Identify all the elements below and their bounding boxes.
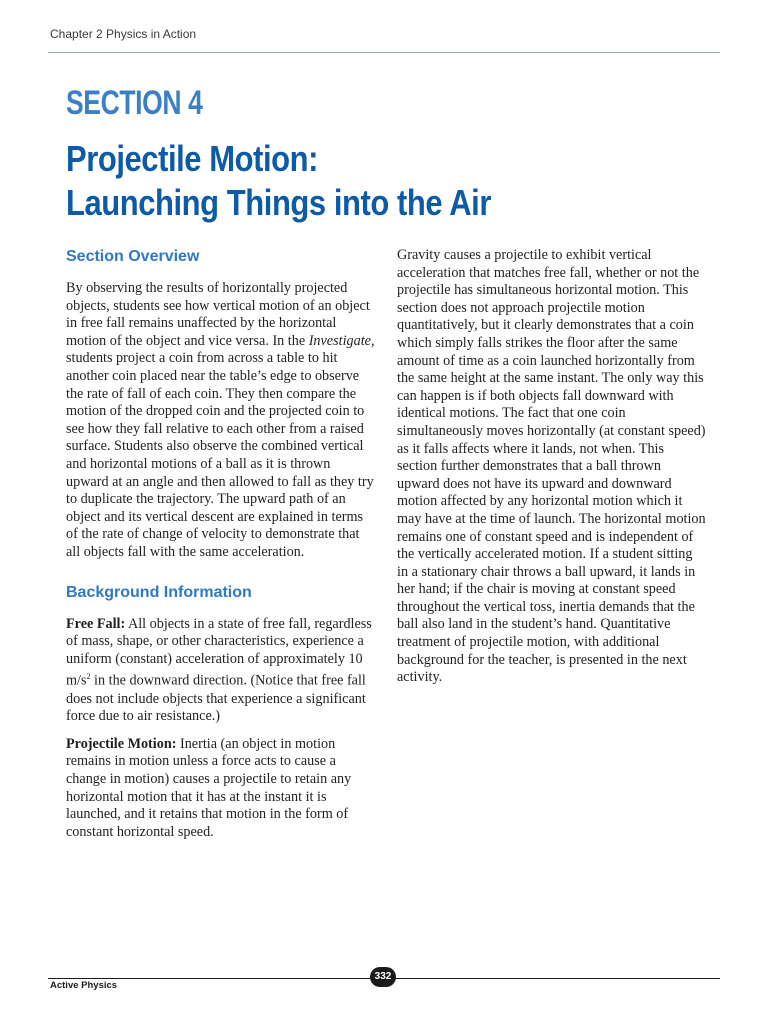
overview-text-rest: , students project a coin from across a table to hit another coin placed near the table’s edge to observe the rate of fall of each coin. They then compare the motion of the dropped coin and the projected coin to see how they fall relative to each other from a raised surface. Students also observe the combined vertical and horizontal motions of a ball as it is thrown upward at an angle and then allowed to fall as they try to duplicate the trajectory. The upward path of an object and its vertical descent are explained in terms of the rate of change of velocity to demonstrate that all objects fall with the same acceleration. [66,332,375,560]
free-fall-text-b: in the downward direction. (Notice that free fall does not include objects that experience a significant force due to air resistance.) [66,673,366,725]
free-fall-text-a: All objects in a state of free fall, regardless of mass, shape, or other characteristics, experience a uniform (constant) acceleration of approximately 10 m/s [66,615,372,690]
overview-text-start: By observing the results of horizontally projected objects, students see how vertical motion of an object in free fall remains unaffected by the horizontal motion of the object and vice versa. In the [66,280,370,349]
investigate-term: Investigate [308,332,371,349]
section-overview-paragraph [66,280,376,562]
section-label: SECTION 4 [66,84,203,122]
footer-book-title: Active Physics [50,980,118,991]
free-fall-term: Free Fall: [66,615,126,632]
section-overview-heading: Section Overview [66,248,200,265]
projectile-motion-text: Inertia (an object in motion remains in motion unless a force acts to cause a change in motion) causes a projectile to retain any horizontal motion that it has at the instant it is launched, and it retains that motion in the form of constant horizontal speed. [66,735,352,840]
projectile-motion-paragraph [66,736,376,842]
right-column [397,247,707,687]
page-title-line-2: Launching Things into the Air [66,182,491,223]
running-head: Chapter 2 Physics in Action [50,27,197,41]
right-column-paragraph: Gravity causes a projectile to exhibit vertical acceleration that matches free fall, whether or not the projectile has simultaneous horizontal motion. This section does not approach projectile motion quantitatively, but it clearly demonstrates that a coin which simply falls strikes the floor after the same amount of time as a coin launched horizontally from the same height at the same instant. The only way this can happen is if both objects fall downward with identical motions. The fact that one coin simultaneously moves horizontally (at constant speed) as it falls affects where it lands, not when. This section further demonstrates that a ball thrown upward does not have its upward and downward motion affected by any horizontal motion which it may have at the time of launch. The horizontal motion remains one of constant speed and is independent of the vertically accelerated motion. If a student sitting in a stationary chair throws a ball upward, it lands in her hand; if the chair is moving at constant speed throughout the vertical toss, inertia demands that the ball also land in the student’s hand. Quantitative treatment of projectile motion, with additional background for the teacher, is presented in the next activity. [397,247,706,686]
page-title-line-1: Projectile Motion: [66,138,318,179]
projectile-motion-term: Projectile Motion: [66,735,177,752]
free-fall-paragraph [66,616,376,726]
exponent-superscript: 2 [86,672,91,682]
header-rule [48,52,720,53]
page-number-badge: 332 [370,967,396,987]
background-information-heading: Background Information [66,583,252,601]
left-column [66,248,376,851]
